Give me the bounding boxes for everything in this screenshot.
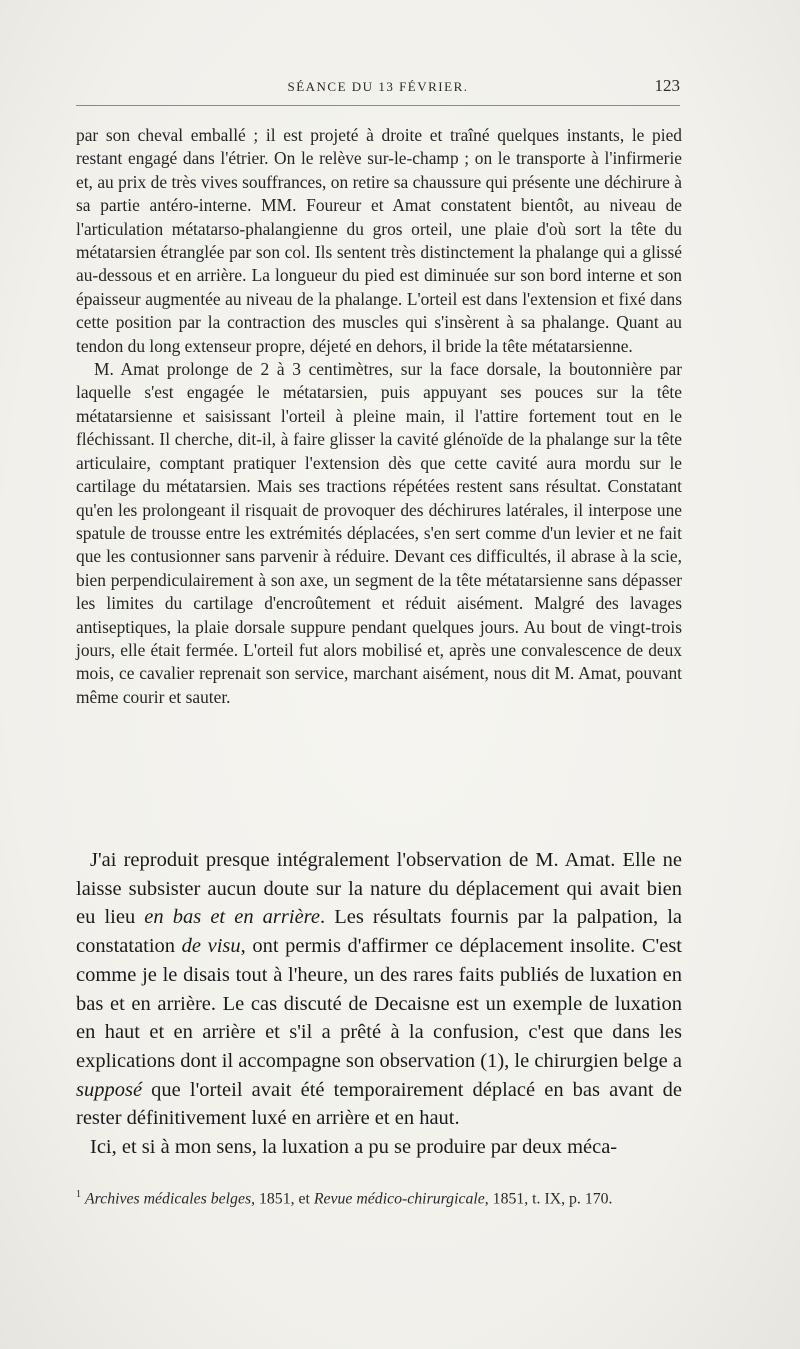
footnote-mark: 1 [76, 1189, 81, 1200]
footnote-source-1: Archives médicales belges [85, 1190, 252, 1208]
footnote [76, 1184, 682, 1209]
body-paragraph-2: Ici, et si à mon sens, la luxation a pu se produire par deux méca- [90, 1136, 618, 1159]
footnote-end: , 1851, t. IX, p. 170. [484, 1190, 613, 1208]
observation-paragraph-2: M. Amat prolonge de 2 à 3 centimètres, sur la face dorsale, la boutonnière par laquelle s'est engagée le métatarsien, puis appuyant ses pouces sur la tête métatarsienne et saisissant l'orteil à pleine main, il l'attire fortement tout en le fléchissant. Il cherche, dit-il, à faire glisser la cavité glénoïde de la phalange sur la tête articulaire, comptant pratiquer l'extension dès que cette cavité aura mordu sur le cartilage du métatarsien. Mais ses tractions répétées restent sans résultat. Constatant qu'en les prolongeant il risquait de provoquer des déchirures latérales, il interpose une spatule de trousse entre les extrémités déplacées, s'en sert comme d'un levier et ne fait que les contusionner sans parvenir à réduire. Devant ces difficultés, il abrase à la scie, bien perpendiculairement à son axe, un segment de la tête métatarsienne sans dépasser les limites du cartilage d'encroûtement et réduit aisément. Malgré des lavages antiseptiques, la plaie dorsale suppure pendant quelques jours. Au bout de vingt-trois jours, elle était fermée. L'orteil fut alors mobilisé et, après une convalescence de deux mois, ce cavalier reprenait son service, marchant aisément, nous dit M. Amat, pouvant même courir et sauter. [76, 359, 682, 707]
body-paragraph-1 [76, 846, 682, 1133]
body-p1-emphasis-1: en bas et en arrière [144, 906, 320, 929]
page-number: 123 [654, 76, 680, 95]
page-header [76, 76, 680, 98]
footnote-source-2: Revue médico-chirurgicale [313, 1190, 485, 1208]
observation-paragraph-1: par son cheval emballé ; il est projeté à droite et traîné quelques instants, le pied restant engagé dans l'étrier. On le relève sur-le-champ ; on le transporte à l'infirmerie et, au prix de très vives souffrances, on retire sa chaussure qui présente une déchirure à sa partie antéro-interne. MM. Foureur et Amat constatent bientôt, au niveau de l'articulation métatarso-phalangienne du gros orteil, une plaie d'où sort la tête du métatarsien étranglée par son col. Ils sentent très distinctement la phalange qui a glissé au-dessous et en arrière. La longueur du pied est diminuée sur son bord interne et son épaisseur augmentée au niveau de la phalange. L'orteil est dans l'extension et fixé dans cette position par la contraction des muscles qui s'insèrent à sa phalange. Quant au tendon du long extenseur propre, déjeté en dehors, il bride la tête métatarsienne. [76, 125, 682, 356]
body-p1-emphasis-3: supposé [76, 1078, 143, 1101]
running-head: SÉANCE DU 13 FÉVRIER. [287, 79, 469, 94]
body-p1-part-d: que l'orteil avait été temporairement déplacé en bas avant de rester définitivement luxé en arrière et en haut. [76, 1078, 682, 1130]
footnote-mid: , 1851, et [251, 1190, 314, 1208]
body-p1-emphasis-2: de visu [181, 935, 241, 958]
body-p1-part-b: . Les résultats fournis par la palpation, la constatation [76, 906, 682, 958]
header-rule [76, 105, 680, 106]
body-text [76, 846, 682, 1162]
observation-block [76, 124, 682, 709]
body-p1-part-a: J'ai reproduit presque intégralement l'observation de M. Amat. Elle ne laisse subsister aucun doute sur la nature du déplacement qui avait bien eu lieu [76, 849, 682, 929]
body-p1-part-c: , ont permis d'affirmer ce déplacement insolite. C'est comme je le disais tout à l'heure, un des rares faits publiés de luxation en bas et en arrière. Le cas discuté de Decaisne est un exemple de luxation en haut et en arrière et s'il a prêté à la confusion, c'est que dans les explications dont il accompagne son observation (1), le chirurgien belge a [76, 935, 682, 1072]
